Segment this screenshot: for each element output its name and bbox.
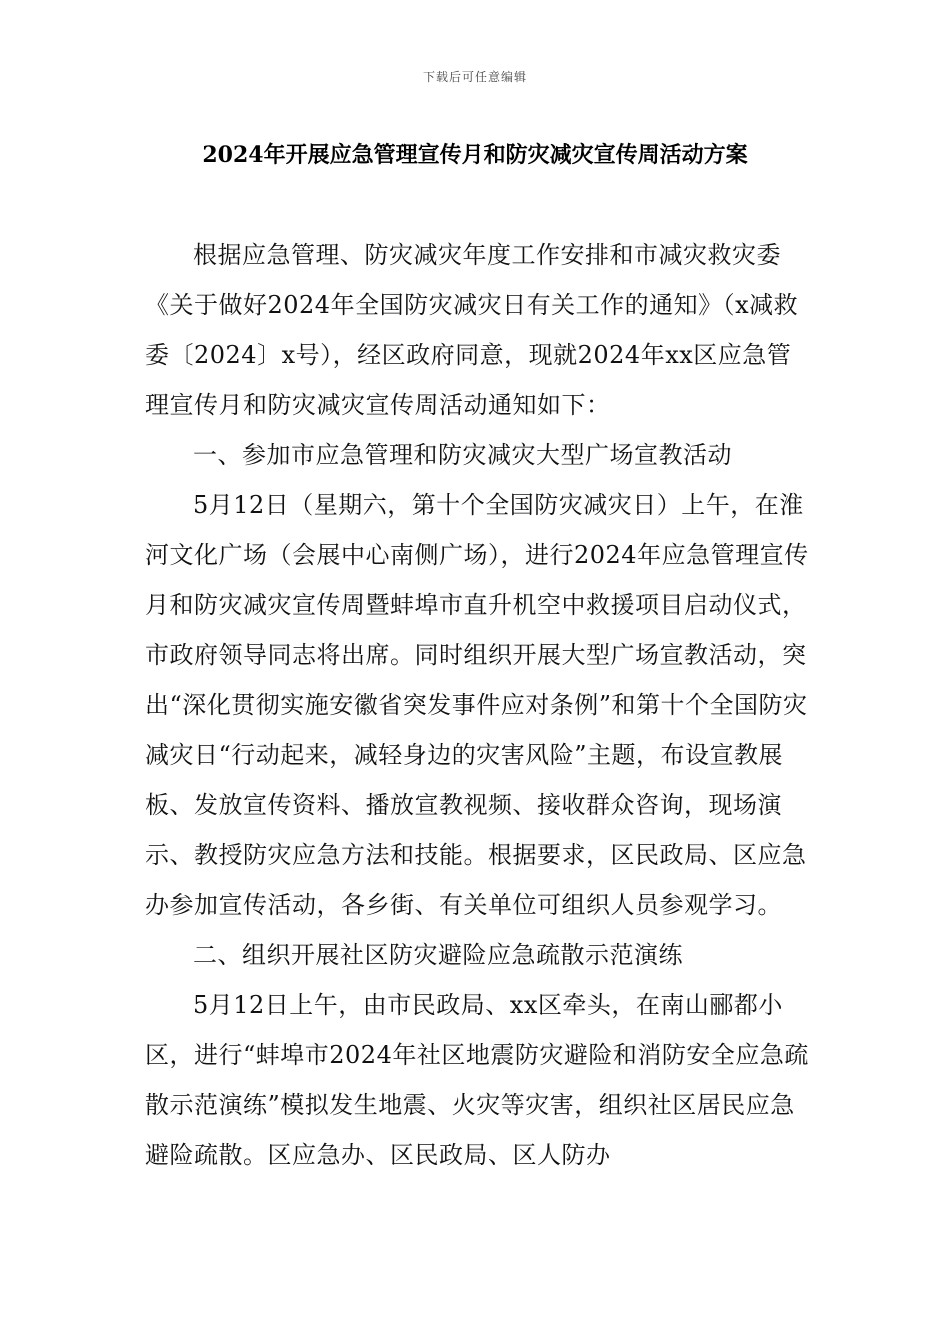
- document-title: 2024年开展应急管理宣传月和防灾减灾宣传周活动方案: [202, 142, 748, 168]
- paragraph-section-2: 5月12日上午，由市民政局、xx区牵头，在南山郦都小区，进行“蚌埠市2024年社区地震防灾避险和消防安全应急疏散示范演练”模拟发生地震、火灾等灾害，组织社区居民应急避险疏散。区应急办、区民政局、区人防办: [145, 991, 809, 1169]
- document-body: [145, 230, 810, 1180]
- section-heading-2: 二、组织开展社区防灾避险应急疏散示范演练: [193, 941, 683, 969]
- paragraph-intro: 根据应急管理、防灾减灾年度工作安排和市减灾救灾委《关于做好2024年全国防灾减灾日有关工作的通知》（x减救委〔2024〕x号），经区政府同意，现就2024年xx区应急管理宣传月和防灾减灾宣传周活动通知如下：: [145, 241, 799, 419]
- header-note: 下载后可任意编辑: [422, 70, 527, 84]
- paragraph-section-1: 5月12日（星期六，第十个全国防灾减灾日）上午，在淮河文化广场（会展中心南侧广场），进行2024年应急管理宣传月和防灾减灾宣传周暨蚌埠市直升机空中救援项目启动仪式，市政府领导同志将出席。同时组织开展大型广场宣教活动，突出“深化贯彻实施安徽省突发事件应对条例”和第十个全国防灾减灾日“行动起来，减轻身边的灾害风险”主题，布设宣教展板、发放宣传资料、播放宣教视频、接收群众咨询，现场演示、教授防灾应急方法和技能。根据要求，区民政局、区应急办参加宣传活动，各乡街、有关单位可组织人员参观学习。: [145, 491, 809, 919]
- section-heading-1: 一、参加市应急管理和防灾减灾大型广场宣教活动: [193, 441, 732, 469]
